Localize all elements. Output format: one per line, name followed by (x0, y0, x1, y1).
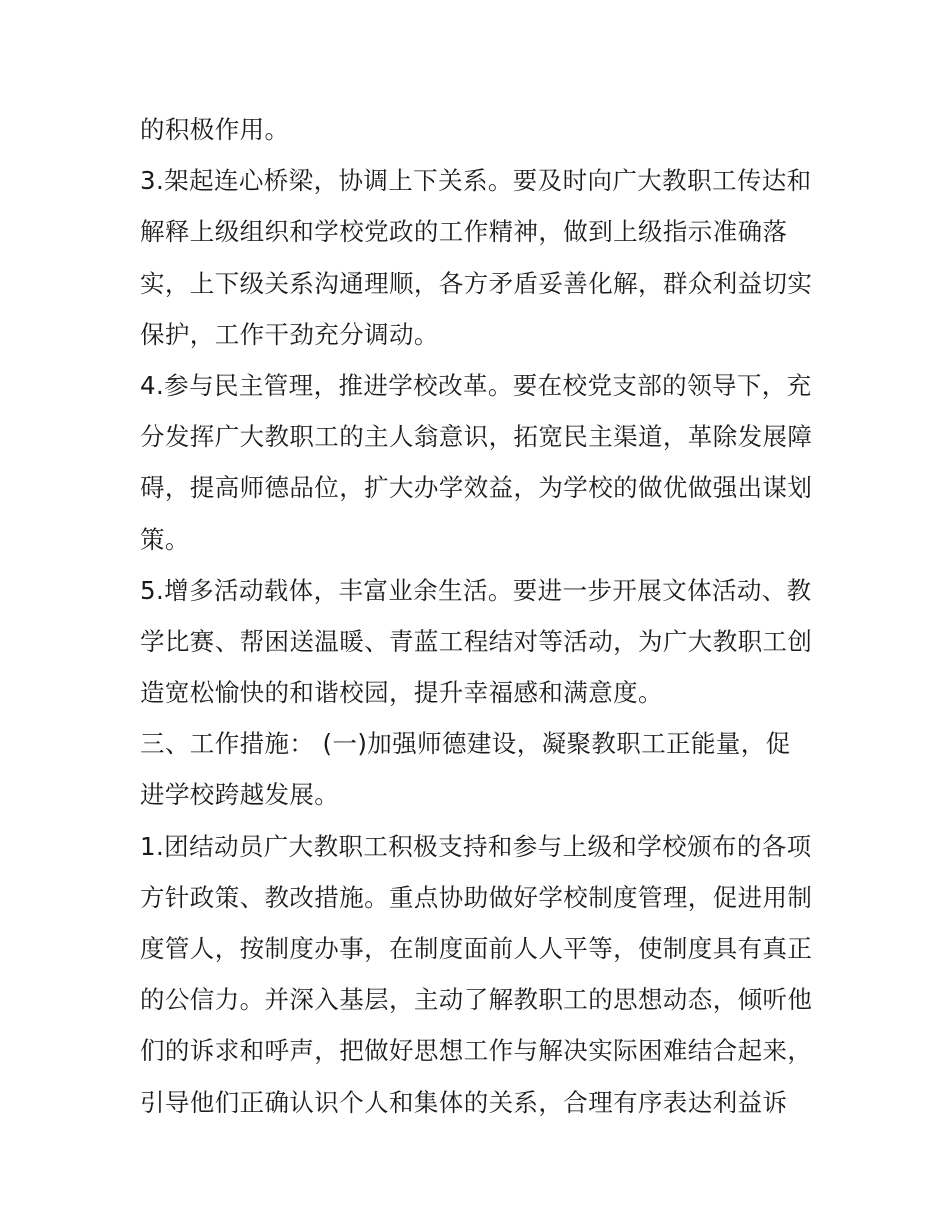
text-line: 5.增多活动载体，丰富业余生活。要进一步开展文体活动、教 (140, 575, 812, 605)
text-line: 分发挥广大教职工的主人翁意识，拓宽民主渠道，革除发展障 (140, 422, 813, 452)
text-line: 4.参与民主管理，推进学校改革。要在校党支部的领导下，充 (140, 370, 812, 400)
text-line: 实，上下级关系沟通理顺，各方矛盾妥善化解，群众利益切实 (140, 268, 813, 298)
text-line: 1.团结动员广大教职工积极支持和参与上级和学校颁布的各项 (140, 831, 812, 861)
text-line: 方针政策、教改措施。重点协助做好学校制度管理，促进用制 (140, 882, 813, 912)
text-line: 碍，提高师德品位，扩大办学效益，为学校的做优做强出谋划 (140, 473, 813, 503)
text-line: 解释上级组织和学校党政的工作精神，做到上级指示准确落 (140, 217, 788, 247)
text-line: 的积极作用。 (140, 115, 290, 144)
text-line: 3.架起连心桥梁，协调上下关系。要及时向广大教职工传达和 (140, 166, 812, 196)
text-line: 的公信力。并深入基层，主动了解教职工的思想动态，倾听他 (140, 985, 813, 1015)
text-line: 保护，工作干劲充分调动。 (140, 319, 439, 349)
text-line: 引导他们正确认识个人和集体的关系，合理有序表达利益诉 (140, 1087, 788, 1117)
text-line: 度管人，按制度办事，在制度面前人人平等，使制度具有真正 (140, 934, 813, 963)
text-line: 策。 (140, 524, 190, 554)
text-line: 进学校跨越发展。 (140, 780, 340, 810)
text-line: 学比赛、帮困送温暖、青蓝工程结对等活动，为广大教职工创 (140, 626, 813, 656)
text-line: 造宽松愉快的和谐校园，提升幸福感和满意度。 (140, 678, 663, 708)
text-line: 们的诉求和呼声，把做好思想工作与解决实际困难结合起来， (140, 1036, 813, 1066)
body-text (140, 104, 820, 1128)
text-line: 三、工作措施： (一)加强师德建设，凝聚教职工正能量，促 (140, 729, 791, 759)
